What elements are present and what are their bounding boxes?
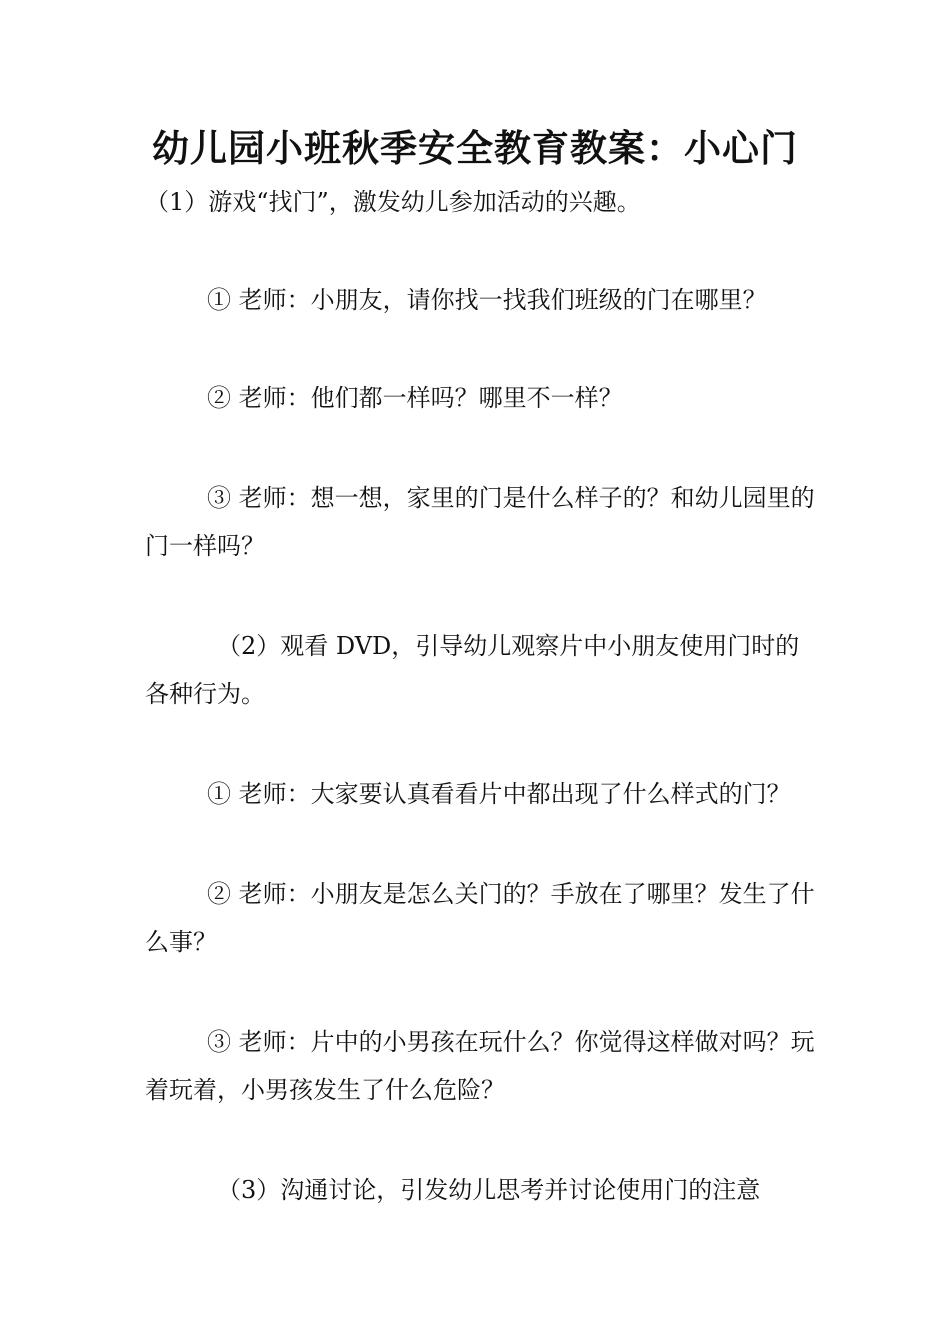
paragraph-activity-2: （2）观看 DVD，引导幼儿观察片中小朋友使用门时的各种行为。 (145, 632, 800, 708)
paragraph-question-2-1: ① 老师：大家要认真看看片中都出现了什么样式的门？ (207, 780, 791, 808)
paragraph-question-1-1: ① 老师：小朋友，请你找一找我们班级的门在哪里？ (207, 286, 767, 314)
paragraph-activity-3: （3）沟通讨论，引发幼儿思考并讨论使用门的注意 (217, 1176, 761, 1204)
paragraph-activity-1: （1）游戏“找门”，激发幼儿参加活动的兴趣。 (145, 188, 641, 216)
paragraph-question-1-3: ③ 老师：想一想，家里的门是什么样子的？和幼儿园里的门一样吗？ (145, 484, 815, 560)
paragraph-question-2-2: ② 老师：小朋友是怎么关门的？手放在了哪里？发生了什么事？ (145, 880, 815, 956)
paragraph-question-1-2: ② 老师：他们都一样吗？哪里不一样？ (207, 384, 623, 412)
document-title: 幼儿园小班秋季安全教育教案：小心门 (152, 127, 798, 170)
paragraph-question-2-3: ③ 老师：片中的小男孩在玩什么？你觉得这样做对吗？玩着玩着，小男孩发生了什么危险？ (145, 1028, 815, 1104)
